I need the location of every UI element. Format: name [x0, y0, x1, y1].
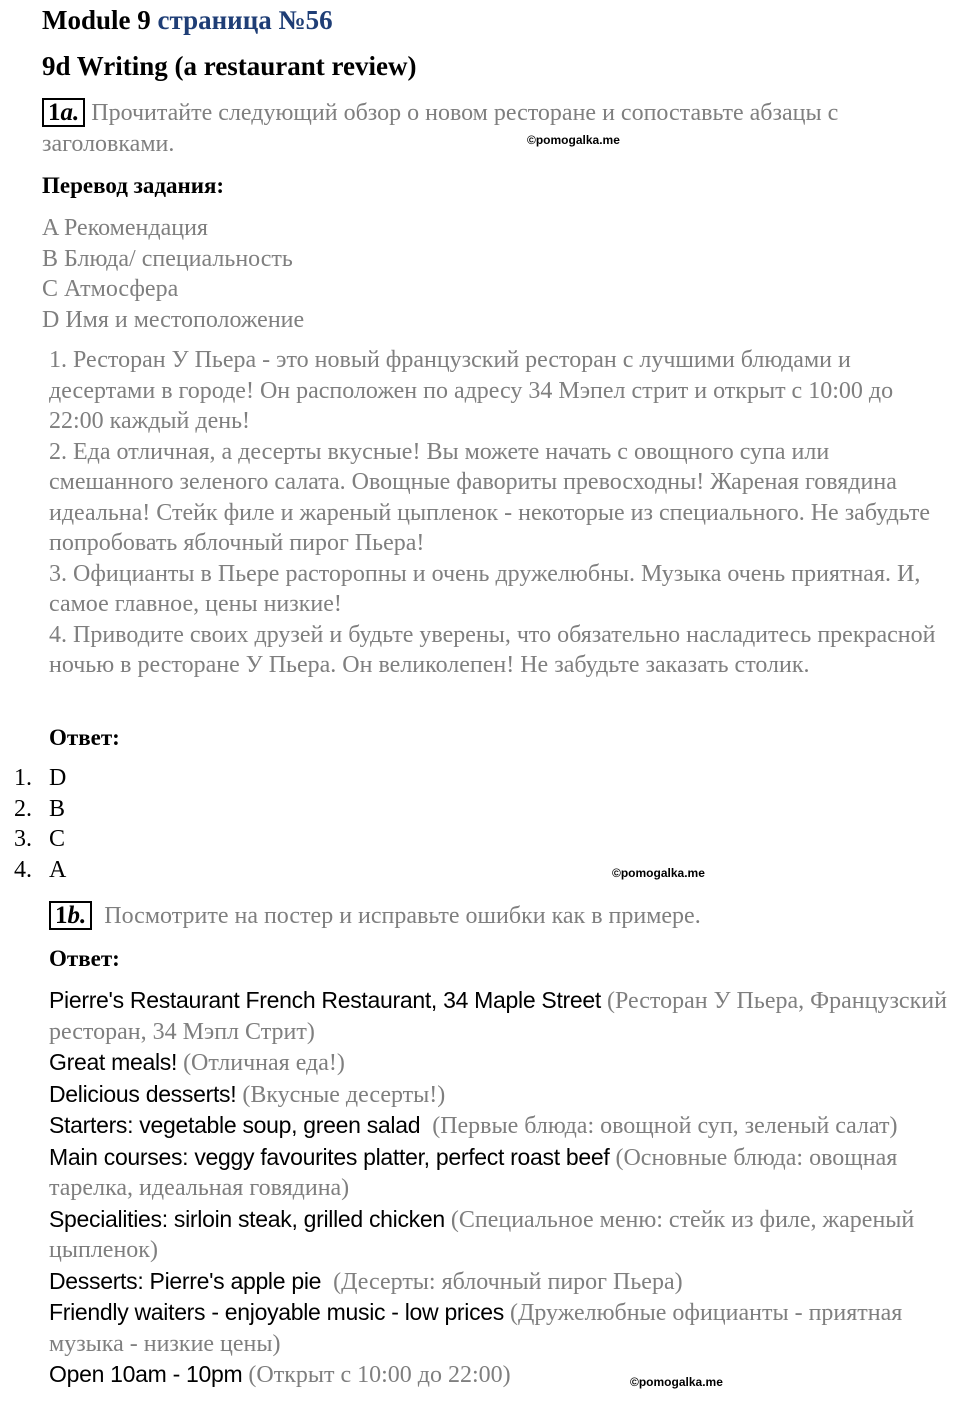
answer-item: 4. A: [14, 856, 67, 883]
module-title: Module 9: [42, 5, 151, 35]
answer-label-1a: Ответ:: [49, 725, 120, 750]
heading-item: B Блюда/ специальность: [42, 245, 293, 272]
answer-item: 3. C: [14, 826, 66, 852]
watermark: ©pomogalka.me: [527, 133, 620, 147]
paragraph: 1. Ресторан У Пьера - это новый французский ресторан с лучшими блюдами и десертами в городе! Он расположен по адресу 34 Мэпел стрит и открыт с 10:00 до 22:00 каждый день!: [49, 347, 894, 434]
paragraph: 3. Официанты в Пьере расторопны и очень дружелюбны. Музыка очень приятная. И, самое главное, цены низкие!: [49, 560, 921, 617]
answer-item: 1. D: [14, 765, 67, 791]
task-1b: [49, 901, 949, 932]
heading-item: A Рекомендация: [42, 215, 208, 241]
module-header: [42, 4, 333, 36]
task-1b-badge: 1b.: [49, 901, 92, 930]
heading-item: D Имя и местоположение: [42, 306, 305, 333]
review-line: Main courses: veggy favourites platter, perfect roast beef (Основные блюда: овощная тарелка, идеальная говядина): [49, 1143, 898, 1201]
answer-label-1b: Ответ:: [49, 946, 120, 971]
task-1a-badge: 1a.: [42, 98, 85, 127]
review-line: Desserts: Pierre's apple pie (Десерты: яблочный пирог Пьера): [49, 1267, 683, 1295]
answer-item: 2. B: [14, 795, 66, 822]
review-line: Starters: vegetable soup, green salad (Первые блюда: овощной суп, зеленый салат): [49, 1112, 898, 1139]
review-line: Delicious desserts! (Вкусные десерты!): [49, 1080, 446, 1108]
review-translation: [49, 345, 939, 681]
task-1a: [42, 98, 942, 159]
answers-1a-list: [14, 763, 66, 885]
review-line: Friendly waiters - enjoyable music - low prices (Дружелюбные официанты - приятная музыка - низкие цены): [49, 1299, 903, 1357]
watermark: ©pomogalka.me: [612, 866, 705, 880]
review-line: Pierre's Restaurant French Restaurant, 34 Maple Street (Ресторан У Пьера, Французский ресторан, 34 Мэпл Стрит): [49, 987, 947, 1045]
review-line: Open 10am - 10pm (Открыт с 10:00 до 22:00): [49, 1361, 511, 1388]
paragraph: 2. Еда отличная, а десерты вкусные! Вы можете начать с овощного супа или смешанного зеленого салата. Овощные фавориты превосходны! Жареная говядина идеальна! Стейк филе и жареный цыпленок - некоторые из специального. Не забудьте попробовать яблочный пирог Пьера!: [49, 438, 931, 556]
poster-corrections: [49, 985, 949, 1391]
paragraph: 4. Приводите своих друзей и будьте уверены, что обязательно насладитесь прекрасной ночью в ресторане У Пьера. Он великолепен! Не забудьте заказать столик.: [49, 621, 936, 678]
review-line: Specialities: sirloin steak, grilled chicken (Специальное меню: стейк из филе, жареный цыпленок): [49, 1205, 915, 1263]
review-line: Great meals! (Отличная еда!): [49, 1049, 345, 1076]
page-reference: страница №56: [157, 5, 333, 35]
heading-item: C Атмосфера: [42, 276, 179, 302]
translation-label: Перевод задания:: [42, 173, 225, 198]
task-1b-instruction: Посмотрите на постер и исправьте ошибки как в примере.: [104, 903, 701, 929]
headings-list: [42, 213, 304, 335]
section-title: 9d Writing (a restaurant review): [42, 51, 417, 81]
watermark: ©pomogalka.me: [630, 1375, 723, 1389]
task-1a-instruction: Прочитайте следующий обзор о новом ресторане и сопоставьте абзацы с заголовками.: [42, 100, 839, 157]
